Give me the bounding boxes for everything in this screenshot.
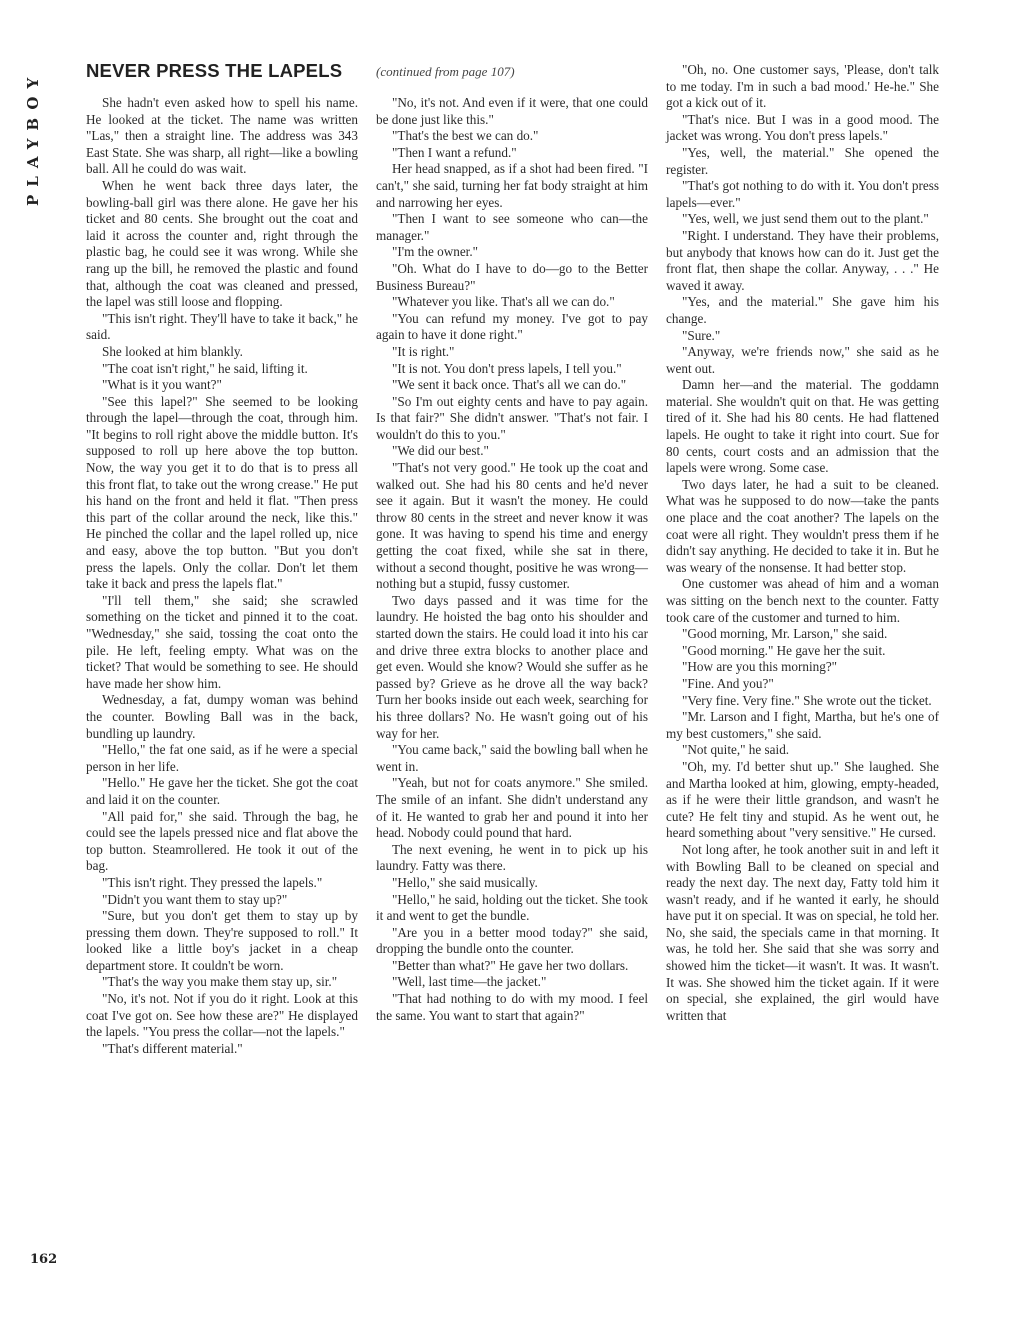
paragraph: "We sent it back once. That's all we can do." bbox=[392, 377, 627, 393]
paragraph: "No, it's not. And even if it were, that one could be done just like this." bbox=[376, 95, 648, 127]
paragraph: When he went back three days later, the bowling-ball girl was there alone. He gave her his ticket and 80 cents. She brought out the coat and laid it across the counter and, right through the plastic bag, he could see it was wrong. While she rang up the bill, he removed the plastic and found that, although the coat was cleaned and pressed, the lapel was still loose and flopping. bbox=[86, 177, 358, 310]
paragraph: "That had nothing to do with my mood. I feel the same. You want to start that again?" bbox=[376, 991, 648, 1023]
paragraph: "All paid for," she said. Through the bag, he could see the lapels pressed nice and flat above the top button. Steamrollered. He took it out of the bag. bbox=[86, 808, 358, 874]
paragraph: "What is it you want?" bbox=[102, 377, 222, 393]
continued-note: (continued from page 107) bbox=[376, 64, 515, 79]
paragraph: "Hello," the fat one said, as if he were a special person in her life. bbox=[86, 742, 358, 774]
paragraph: "That's the way you make them stay up, sir." bbox=[102, 974, 338, 990]
paragraph: "Anyway, we're friends now," she said as he went out. bbox=[666, 344, 939, 376]
paragraph: Two days later, he had a suit to be cleaned. What was he supposed to do now—take the pants one place and the coat another? The lapels on the coat were all right. They wouldn't press them if he didn't say anything. He decided to take it in. But he was weary of the nonsense. It had better stop. bbox=[666, 476, 939, 575]
magazine-logo: PLAYBOY bbox=[24, 69, 42, 207]
paragraph: "Yes, well, the material." She opened the register. bbox=[666, 144, 939, 177]
paragraph: "No, it's not. Not if you do it right. Look at this coat I've got on. See how these are?" He displayed the lapels. "You press the collar—not the lapels." bbox=[86, 991, 358, 1040]
paragraph: "That's the best we can do." bbox=[392, 128, 539, 144]
paragraph: "Then I want a refund." bbox=[392, 144, 517, 160]
paragraph: Wednesday, a fat, dumpy woman was behind the counter. Bowling Ball was in the back, bundling up laundry. bbox=[86, 692, 358, 741]
paragraph: "Hello." He gave her the ticket. She got the coat and laid it on the counter. bbox=[86, 775, 358, 807]
paragraph: One customer was ahead of him and a woman was sitting on the bench next to the counter. Fatty took care of the customer and turned to him. bbox=[666, 576, 939, 625]
paragraph: Damn her—and the material. The goddamn material. She wouldn't quit on that. He was getting tired of it. She had his 80 cents. He had flattened lapels. He ought to take it right into court. Sue for 80 cents, court costs and an admission that the lapels were wrong. Some case. bbox=[666, 377, 939, 476]
paragraph: "See this lapel?" She seemed to be looking through the lapel—through the coat, through him. "It begins to roll right above the middle button. It's supposed to roll up here above the top button. Now, the way you get it to do that is to press all this front flat, to take out the wrong crease." He put his hand on the front and held it flat. "Then press this part of the collar around the neck, like this." He pinched the collar and the lapel rolled up, nice and easy, above the top button. "But you don't press the lapels. Only the collar. Don't let them take it back and press the lapels flat." bbox=[86, 393, 358, 592]
paragraph: "That's not very good." He took up the coat and walked out. She had his 80 cents and he'd never see it again. But it wasn't the money. He could throw 80 cents in the street and never know it was gone. It was having to spend his time and energy getting the coat fixed, while she sat in there, without a second thought, positive he was wrong—nothing but a stupid, fussy customer. bbox=[376, 460, 648, 592]
article-title: NEVER PRESS THE LAPELS bbox=[86, 60, 343, 81]
paragraph: "Hello," he said, holding out the ticket. She took it and went to get the bundle. bbox=[376, 891, 648, 924]
paragraph: "Oh, no. One customer says, 'Please, don't talk to me today. I'm in such a bad mood.' He-he." She got a kick out of it. bbox=[666, 62, 939, 111]
paragraph: "It is not. You don't press lapels, I tell you." bbox=[392, 360, 622, 376]
paragraph: She looked at him blankly. bbox=[102, 343, 243, 359]
paragraph: "You came back," said the bowling ball when he went in. bbox=[376, 742, 648, 774]
paragraph: Her head snapped, as if a shot had been fired. "I can't," she said, turning her fat body straight at him and narrowing her eyes. bbox=[376, 161, 648, 210]
paragraph: "Didn't you want them to stay up?" bbox=[102, 891, 288, 907]
text-column-2 bbox=[376, 95, 648, 1255]
text-column-3 bbox=[666, 62, 939, 1262]
paragraph: "Good morning." He gave her the suit. bbox=[682, 642, 886, 658]
paragraph: "Sure." bbox=[682, 327, 721, 343]
paragraph: "That's different material." bbox=[102, 1040, 243, 1056]
paragraph: "Are you in a better mood today?" she said, dropping the bundle onto the counter. bbox=[376, 924, 648, 957]
paragraph: "Right. I understand. They have their problems, but anybody that knows how can do it. Just get the front flat, then shape the collar. Anyway, . . ." He waved it away. bbox=[666, 227, 939, 293]
paragraph: "It is right." bbox=[392, 343, 455, 359]
paragraph: "Whatever you like. That's all we can do." bbox=[392, 294, 615, 310]
paragraph: "This isn't right. They'll have to take it back," he said. bbox=[86, 310, 358, 343]
paragraph: "Better than what?" He gave her two dollars. bbox=[392, 957, 629, 973]
paragraph: "Not quite," he said. bbox=[682, 742, 790, 758]
paragraph: "I'm the owner." bbox=[392, 244, 479, 260]
paragraph: "Fine. And you?" bbox=[682, 675, 774, 691]
paragraph: "How are you this morning?" bbox=[682, 659, 838, 675]
paragraph: "That's nice. But I was in a good mood. The jacket was wrong. You don't press lapels." bbox=[666, 111, 939, 144]
paragraph: She hadn't even asked how to spell his name. He looked at the ticket. The name was written "Las," then a straight line. The address was 343 East State. She was sharp, all right—like a bowling ball. All he could do was wait. bbox=[86, 95, 358, 177]
paragraph: The next evening, he went in to pick up his laundry. Fatty was there. bbox=[376, 841, 648, 874]
paragraph: "Hello," she said musically. bbox=[392, 874, 538, 890]
paragraph: "Oh, my. I'd better shut up." She laughed. She and Martha looked at him, glowing, empty-headed, as if he were their little grandson, and wasn't he cute? He felt tiny and stupid. As he went out, he heard something about "very sensitive." He cursed. bbox=[666, 758, 939, 841]
paragraph: "Very fine. Very fine." She wrote out the ticket. bbox=[682, 692, 932, 708]
text-column-1 bbox=[86, 95, 358, 1255]
paragraph: "Mr. Larson and I fight, Martha, but he's one of my best customers," she said. bbox=[666, 709, 939, 741]
paragraph: "So I'm out eighty cents and have to pay again. Is that fair?" She didn't answer. "That's not fair. I wouldn't do this to you." bbox=[376, 393, 648, 442]
paragraph: Two days passed and it was time for the laundry. He hoisted the bag onto his shoulder and started down the stairs. He could load it into his car and drive three extra blocks to another place and get even. Would she know? Would she suffer as he passed by? Grieve as he drove all the way back? Turn her books inside out each week, searching for his three dollars? No. He wasn't going out of his way for her. bbox=[376, 592, 648, 741]
paragraph: "This isn't right. They pressed the lapels." bbox=[102, 874, 323, 890]
paragraph: "Yes, well, we just send them out to the plant." bbox=[682, 211, 929, 227]
paragraph: "I'll tell them," she said; she scrawled something on the ticket and pinned it to the coat. "Wednesday," she said, tossing the coat onto the pile. He left, feeling empty. What was on the ticket? That would be something to see. He should have made her show him. bbox=[86, 592, 358, 691]
paragraph: "We did our best." bbox=[392, 443, 489, 459]
paragraph: "Good morning, Mr. Larson," she said. bbox=[682, 626, 888, 642]
paragraph: "Yes, and the material." She gave him his change. bbox=[666, 294, 939, 326]
paragraph: "Oh. What do I have to do—go to the Better Business Bureau?" bbox=[376, 260, 648, 293]
paragraph: "Then I want to see someone who can—the manager." bbox=[376, 211, 648, 243]
paragraph: Not long after, he took another suit in and left it with Bowling Ball to be cleaned on special and ready the next day. The next day, Fatty told him it wasn't ready, and if he wanted it early, he should have put it on special. It was on special, he told her. No, she said, the specials came in that morning. It was, he told her. She said that she was sorry and showed him the ticket—it wasn't. It was. It wasn't. It was. She showed him the ticket again. If it were on special, she explained, the girl would have written that bbox=[666, 841, 939, 1023]
page-number: 162 bbox=[30, 1252, 58, 1267]
paragraph: "Well, last time—the jacket." bbox=[392, 974, 547, 990]
paragraph: "Yeah, but not for coats anymore." She smiled. The smile of an infant. She didn't understand any of it. He wanted to grab her and pound it into her head. Nobody could pound that hard. bbox=[376, 775, 648, 841]
paragraph: "That's got nothing to do with it. You don't press lapels—ever." bbox=[666, 178, 939, 210]
paragraph: "The coat isn't right," he said, lifting it. bbox=[102, 360, 308, 376]
paragraph: "Sure, but you don't get them to stay up by pressing them down. They're supposed to roll." It looked like a little boy's jacket in a cheap department store. It couldn't be worn. bbox=[86, 908, 358, 973]
paragraph: "You can refund my money. I've got to pay again to have it done right." bbox=[376, 310, 648, 343]
